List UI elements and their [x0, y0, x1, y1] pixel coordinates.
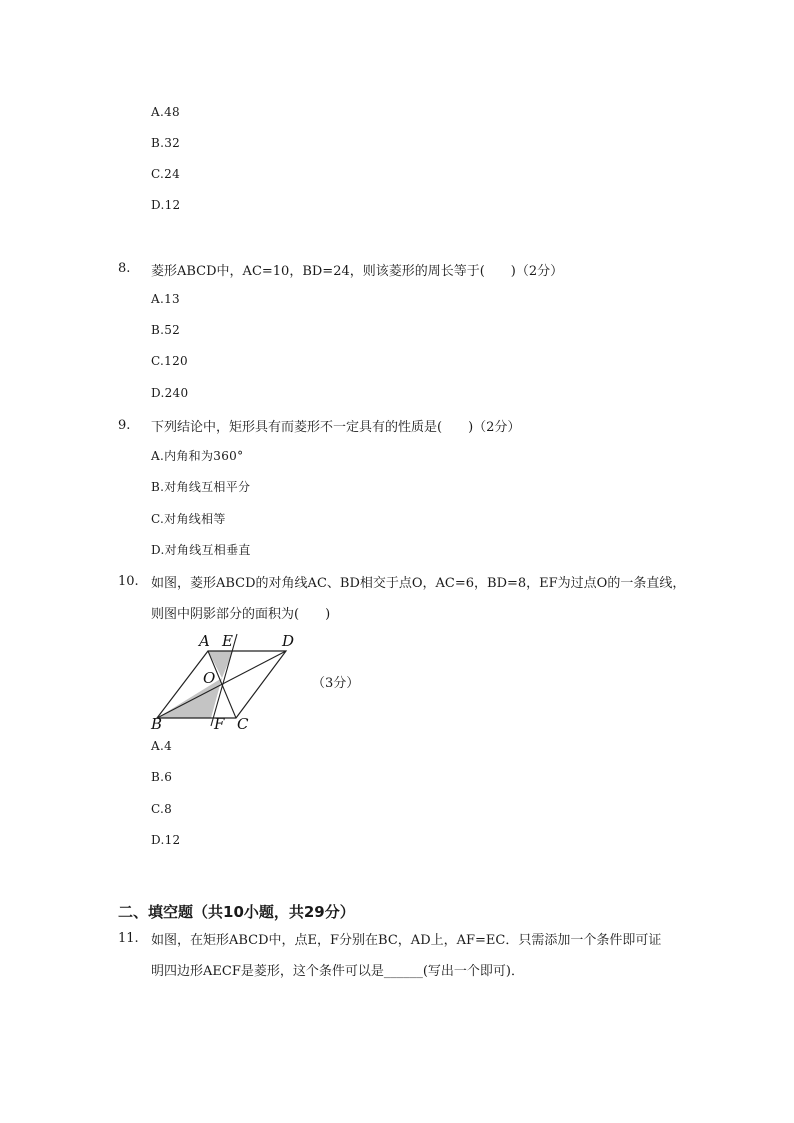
q9-option-b: B.对角线互相平分	[151, 480, 251, 494]
q7-option-c: C.24	[151, 167, 181, 181]
q8-number: 8.	[118, 261, 131, 276]
q11-text-line1: 如图，在矩形ABCD中，点E，F分别在BC，AD上，AF=EC．只需添加一个条件即可证	[151, 933, 662, 948]
q10-score: （3分）	[312, 676, 360, 691]
q9-number: 9.	[118, 418, 131, 433]
q8-option-a: A.13	[151, 292, 180, 306]
q11-number: 11.	[118, 931, 139, 946]
q9-text: 下列结论中，矩形具有而菱形不一定具有的性质是( )（2分）	[151, 420, 521, 435]
label-d: D	[282, 632, 295, 650]
q10-rhombus-figure	[145, 626, 305, 732]
q11-text-line2: 明四边形AECF是菱形，这个条件可以是______(写出一个即可)．	[151, 964, 524, 979]
label-f: F	[214, 715, 225, 732]
q9-option-a: A.内角和为360°	[151, 449, 244, 463]
q8-option-d: D.240	[151, 386, 189, 400]
q8-text: 菱形ABCD中，AC=10，BD=24，则该菱形的周长等于( )（2分）	[151, 264, 564, 279]
label-a: A	[199, 632, 210, 650]
q8-option-b: B.52	[151, 323, 181, 337]
label-o: O	[203, 669, 216, 687]
q10-number: 10.	[118, 574, 139, 589]
q10-option-d: D.12	[151, 833, 181, 847]
q9-option-d: D.对角线互相垂直	[151, 543, 251, 557]
q8-option-c: C.120	[151, 354, 188, 368]
label-c: C	[237, 715, 249, 732]
label-b: B	[151, 715, 163, 732]
q9-option-c: C.对角线相等	[151, 512, 226, 526]
q10-text-line2: 则图中阴影部分的面积为( )	[151, 607, 331, 622]
q7-option-b: B.32	[151, 136, 181, 150]
q10-option-c: C.8	[151, 802, 173, 816]
q10-option-a: A.4	[151, 739, 173, 753]
label-e: E	[222, 632, 233, 650]
section-title: 二、填空题（共10小题，共29分）	[118, 903, 355, 921]
q10-text-line1: 如图，菱形ABCD的对角线AC、BD相交于点O，AC=6，BD=8，EF为过点O的一条直线，	[151, 576, 686, 591]
q7-option-a: A.48	[151, 105, 180, 119]
q10-option-b: B.6	[151, 770, 173, 784]
q7-option-d: D.12	[151, 198, 181, 212]
